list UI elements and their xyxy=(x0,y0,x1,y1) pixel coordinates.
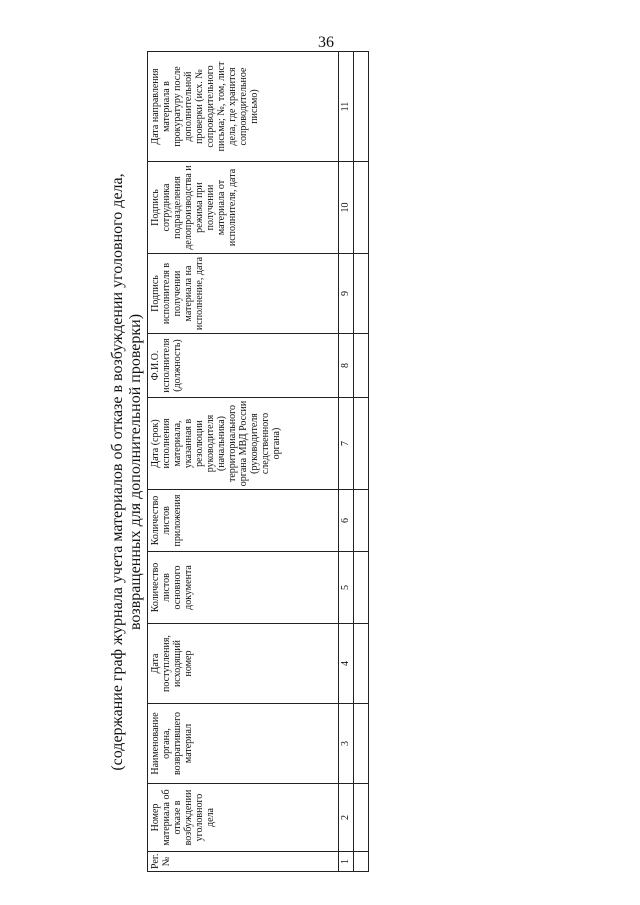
column-number: 4 xyxy=(339,624,354,704)
journal-table xyxy=(147,51,369,872)
column-number: 1 xyxy=(339,852,354,872)
empty-cell xyxy=(354,398,369,490)
empty-cell xyxy=(354,162,369,254)
empty-cell xyxy=(354,254,369,334)
column-number: 2 xyxy=(339,784,354,852)
empty-cell xyxy=(354,52,369,162)
header-cell: Подпись сотрудника подразделения делопроизводства и режима при получении материала от исполнителя, дата xyxy=(148,162,339,254)
header-cell: Дата (срок) исполнения материала, указанная в резолюции руководителя (начальника) территориального органа МВД России (руководителя следственного органа) xyxy=(148,398,339,490)
empty-cell xyxy=(354,704,369,784)
column-number: 11 xyxy=(339,52,354,162)
rotated-content xyxy=(95,61,595,872)
column-number: 9 xyxy=(339,254,354,334)
empty-row xyxy=(354,52,369,872)
empty-cell xyxy=(354,490,369,552)
empty-cell xyxy=(354,852,369,872)
empty-cell xyxy=(354,784,369,852)
header-cell: Ф.И.О. исполнителя (должность) xyxy=(148,334,339,398)
empty-cell xyxy=(354,552,369,624)
column-number: 7 xyxy=(339,398,354,490)
column-number: 10 xyxy=(339,162,354,254)
header-row xyxy=(148,52,339,872)
empty-cell xyxy=(354,334,369,398)
table-caption xyxy=(109,72,145,872)
header-cell: Количество листов приложения xyxy=(148,490,339,552)
header-cell: Количество листов основного документа xyxy=(148,552,339,624)
page-number: 36 xyxy=(318,34,334,51)
header-cell: Подпись исполнителя в получении материала на исполнение, дата xyxy=(148,254,339,334)
column-number: 5 xyxy=(339,552,354,624)
column-number-row xyxy=(339,52,354,872)
header-cell: Рег. № xyxy=(148,852,339,872)
header-cell: Наименование органа, возвратившего материал xyxy=(148,704,339,784)
column-number: 6 xyxy=(339,490,354,552)
column-number: 8 xyxy=(339,334,354,398)
header-cell: Дата направления материала в прокуратуру после дополнительной проверки (исх. № сопроводительного письма; №, том, лист дела, где хранится сопроводительное письмо) xyxy=(148,52,339,162)
caption-line-1: (содержание граф журнала учета материалов об отказе в возбуждении уголовного дела, xyxy=(109,173,126,771)
header-cell: Дата поступления, исходящий номер xyxy=(148,624,339,704)
column-number: 3 xyxy=(339,704,354,784)
header-cell: Номер материала об отказе в возбуждении уголовного дела xyxy=(148,784,339,852)
caption-line-2: возвращенных для дополнительной проверки) xyxy=(127,313,144,631)
empty-cell xyxy=(354,624,369,704)
